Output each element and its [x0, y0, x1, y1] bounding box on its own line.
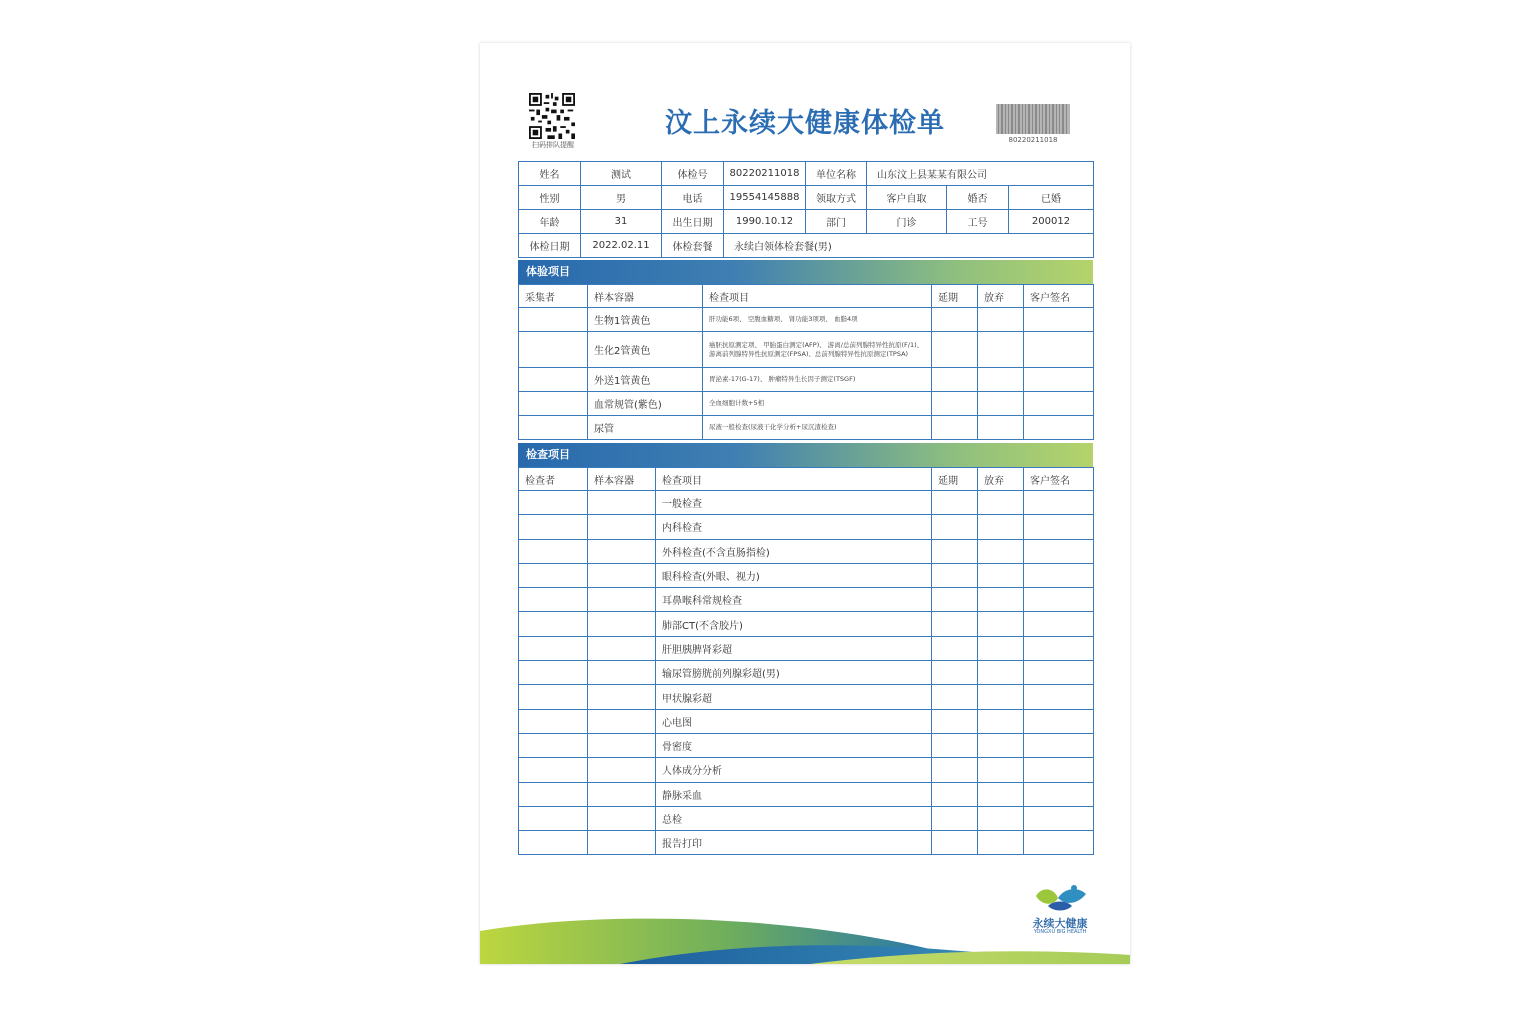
- abandon-cell[interactable]: [978, 588, 1024, 612]
- signature-cell[interactable]: [1024, 515, 1094, 539]
- marital-value: 已婚: [1009, 186, 1094, 210]
- abandon-cell[interactable]: [978, 308, 1024, 332]
- exam-item-cell: 外科检查(不含直肠指检): [656, 539, 932, 563]
- signature-cell[interactable]: [1024, 709, 1094, 733]
- container-cell: 血常规管(紫色): [588, 392, 703, 416]
- staff-no-label: 工号: [947, 210, 1009, 234]
- abandon-cell[interactable]: [978, 685, 1024, 709]
- col-header: 检查项目: [656, 468, 932, 491]
- container-cell: [588, 539, 656, 563]
- gender-label: 性别: [519, 186, 581, 210]
- signature-cell[interactable]: [1024, 308, 1094, 332]
- exam-row: [519, 782, 1094, 806]
- company-value: 山东汶上县某某有限公司: [867, 162, 1094, 186]
- container-cell: [588, 782, 656, 806]
- signature-cell[interactable]: [1024, 685, 1094, 709]
- col-header: 检查者: [519, 468, 588, 491]
- exam-item-cell: 输尿管膀胱前列腺彩超(男): [656, 661, 932, 685]
- container-cell: 外送1管黄色: [588, 368, 703, 392]
- exam-row: [519, 733, 1094, 757]
- page-title: 汶上永续大健康体检单: [665, 108, 945, 139]
- exam-no-value: 80220211018: [724, 162, 806, 186]
- col-header: 延期: [932, 468, 978, 491]
- postpone-cell[interactable]: [932, 308, 978, 332]
- postpone-cell[interactable]: [932, 392, 978, 416]
- postpone-cell[interactable]: [932, 515, 978, 539]
- signature-cell[interactable]: [1024, 661, 1094, 685]
- exam-item-cell: 骨密度: [656, 733, 932, 757]
- examiner-cell[interactable]: [519, 782, 588, 806]
- exam-item-cell: 心电图: [656, 709, 932, 733]
- dept-value: 门诊: [867, 210, 947, 234]
- signature-cell[interactable]: [1024, 491, 1094, 515]
- abandon-cell[interactable]: [978, 392, 1024, 416]
- exam-row: [519, 661, 1094, 685]
- exam-row: [519, 491, 1094, 515]
- col-header: 样本容器: [588, 468, 656, 491]
- phone-label: 电话: [662, 186, 724, 210]
- signature-cell[interactable]: [1024, 806, 1094, 830]
- examiner-cell[interactable]: [519, 636, 588, 660]
- postpone-cell[interactable]: [932, 612, 978, 636]
- exam-item-cell: 静脉采血: [656, 782, 932, 806]
- signature-cell[interactable]: [1024, 416, 1094, 440]
- container-cell: [588, 563, 656, 587]
- postpone-cell[interactable]: [932, 588, 978, 612]
- package-value: 永续白领体检套餐(男): [724, 234, 1094, 258]
- date-value: 2022.02.11: [581, 234, 662, 258]
- signature-cell[interactable]: [1024, 588, 1094, 612]
- examiner-cell[interactable]: [519, 661, 588, 685]
- signature-cell[interactable]: [1024, 612, 1094, 636]
- container-cell: 生化2管黄色: [588, 332, 703, 368]
- container-cell: 生物1管黄色: [588, 308, 703, 332]
- exam-row: [519, 709, 1094, 733]
- exam-item-cell: 人体成分分析: [656, 758, 932, 782]
- exam-row: [519, 758, 1094, 782]
- container-cell: [588, 733, 656, 757]
- abandon-cell[interactable]: [978, 563, 1024, 587]
- item-cell: 尿液一般检查(尿液干化学分析+尿沉渣检查): [703, 416, 932, 440]
- abandon-cell[interactable]: [978, 515, 1024, 539]
- collector-cell[interactable]: [519, 416, 588, 440]
- postpone-cell[interactable]: [932, 806, 978, 830]
- container-cell: [588, 709, 656, 733]
- brand-name-en: YONGXU BIG HEALTH: [1033, 929, 1087, 935]
- date-label: 体检日期: [519, 234, 581, 258]
- postpone-cell[interactable]: [932, 831, 978, 855]
- abandon-cell[interactable]: [978, 758, 1024, 782]
- examiner-cell[interactable]: [519, 491, 588, 515]
- pickup-value: 客户自取: [867, 186, 947, 210]
- exam-item-cell: 眼科检查(外眼、视力): [656, 563, 932, 587]
- company-label: 单位名称: [806, 162, 867, 186]
- exam-item-cell: 耳鼻喉科常规检查: [656, 588, 932, 612]
- age-value: 31: [581, 210, 662, 234]
- col-header: 客户签名: [1024, 468, 1094, 491]
- exam-item-cell: 肺部CT(不含胶片): [656, 612, 932, 636]
- signature-cell[interactable]: [1024, 758, 1094, 782]
- signature-cell[interactable]: [1024, 831, 1094, 855]
- item-cell: 癌胚抗原测定项、 甲胎蛋白测定(AFP)、 游离/总前列腺特异性抗原(F/1)、游离前列腺特异性抗原测定(FPSA)、总前列腺特异性抗原测定(TPSA): [703, 332, 932, 368]
- exam-item-cell: 报告打印: [656, 831, 932, 855]
- exam-row: [519, 636, 1094, 660]
- collector-cell[interactable]: [519, 392, 588, 416]
- examiner-cell[interactable]: [519, 539, 588, 563]
- container-cell: [588, 831, 656, 855]
- col-header: 放弃: [978, 468, 1024, 491]
- container-cell: [588, 588, 656, 612]
- postpone-cell[interactable]: [932, 563, 978, 587]
- examiner-cell[interactable]: [519, 733, 588, 757]
- collector-cell[interactable]: [519, 368, 588, 392]
- barcode-icon: [996, 104, 1070, 134]
- postpone-cell[interactable]: [932, 685, 978, 709]
- examiner-cell[interactable]: [519, 758, 588, 782]
- examiner-cell[interactable]: [519, 612, 588, 636]
- exam-item-cell: 一般检查: [656, 491, 932, 515]
- abandon-cell[interactable]: [978, 636, 1024, 660]
- postpone-cell[interactable]: [932, 539, 978, 563]
- dept-label: 部门: [806, 210, 867, 234]
- exam-row: [519, 515, 1094, 539]
- signature-cell[interactable]: [1024, 368, 1094, 392]
- postpone-cell[interactable]: [932, 416, 978, 440]
- exam-form-page: [480, 43, 1130, 964]
- exam-table: [518, 467, 1094, 855]
- sampling-table: [518, 284, 1094, 440]
- exam-no-label: 体检号: [662, 162, 724, 186]
- exam-row: [519, 612, 1094, 636]
- postpone-cell[interactable]: [932, 661, 978, 685]
- birth-label: 出生日期: [662, 210, 724, 234]
- examiner-cell[interactable]: [519, 831, 588, 855]
- signature-cell[interactable]: [1024, 539, 1094, 563]
- abandon-cell[interactable]: [978, 491, 1024, 515]
- container-cell: [588, 515, 656, 539]
- postpone-cell[interactable]: [932, 758, 978, 782]
- examiner-cell[interactable]: [519, 515, 588, 539]
- exam-row: [519, 806, 1094, 830]
- exam-row: [519, 539, 1094, 563]
- signature-cell[interactable]: [1024, 392, 1094, 416]
- examiner-cell[interactable]: [519, 588, 588, 612]
- examiner-cell[interactable]: [519, 685, 588, 709]
- abandon-cell[interactable]: [978, 806, 1024, 830]
- section-title-exams: 检查项目: [518, 443, 1093, 467]
- abandon-cell[interactable]: [978, 332, 1024, 368]
- staff-no-value: 200012: [1009, 210, 1094, 234]
- name-value: 测试: [581, 162, 662, 186]
- col-header: 样本容器: [588, 285, 703, 308]
- signature-cell[interactable]: [1024, 636, 1094, 660]
- qr-caption: 扫码排队提醒: [532, 141, 574, 149]
- container-cell: [588, 612, 656, 636]
- container-cell: [588, 806, 656, 830]
- name-label: 姓名: [519, 162, 581, 186]
- abandon-cell[interactable]: [978, 416, 1024, 440]
- abandon-cell[interactable]: [978, 539, 1024, 563]
- package-label: 体检套餐: [662, 234, 724, 258]
- barcode-number: 80220211018: [1008, 136, 1058, 144]
- pickup-label: 领取方式: [806, 186, 867, 210]
- container-cell: [588, 491, 656, 515]
- personal-info-table: [518, 161, 1094, 258]
- col-header: 客户签名: [1024, 285, 1094, 308]
- container-cell: [588, 685, 656, 709]
- col-header: 延期: [932, 285, 978, 308]
- birth-value: 1990.10.12: [724, 210, 806, 234]
- postpone-cell[interactable]: [932, 636, 978, 660]
- examiner-cell[interactable]: [519, 563, 588, 587]
- collector-cell[interactable]: [519, 332, 588, 368]
- abandon-cell[interactable]: [978, 368, 1024, 392]
- signature-cell[interactable]: [1024, 563, 1094, 587]
- signature-cell[interactable]: [1024, 782, 1094, 806]
- abandon-cell[interactable]: [978, 782, 1024, 806]
- age-label: 年龄: [519, 210, 581, 234]
- postpone-cell[interactable]: [932, 709, 978, 733]
- col-header: 检查项目: [703, 285, 932, 308]
- container-cell: [588, 661, 656, 685]
- brand-logo-icon: [1028, 882, 1092, 916]
- signature-cell[interactable]: [1024, 332, 1094, 368]
- exam-item-cell: 内科检查: [656, 515, 932, 539]
- exam-row: [519, 831, 1094, 855]
- gender-value: 男: [581, 186, 662, 210]
- abandon-cell[interactable]: [978, 709, 1024, 733]
- abandon-cell[interactable]: [978, 831, 1024, 855]
- signature-cell[interactable]: [1024, 733, 1094, 757]
- examiner-cell[interactable]: [519, 806, 588, 830]
- exam-row: [519, 563, 1094, 587]
- col-header: 采集者: [519, 285, 588, 308]
- collector-cell[interactable]: [519, 308, 588, 332]
- container-cell: [588, 758, 656, 782]
- item-cell: 肝功能6项、 空腹血糖项、 肾功能3项项、 血脂4项: [703, 308, 932, 332]
- postpone-cell[interactable]: [932, 491, 978, 515]
- item-cell: 胃泌素-17(G-17)、 肿瘤特异生长因子测定(TSGF): [703, 368, 932, 392]
- postpone-cell[interactable]: [932, 782, 978, 806]
- exam-row: [519, 685, 1094, 709]
- item-cell: 全血细胞计数+5相: [703, 392, 932, 416]
- exam-item-cell: 总检: [656, 806, 932, 830]
- col-header: 放弃: [978, 285, 1024, 308]
- postpone-cell[interactable]: [932, 332, 978, 368]
- qr-code-icon: [529, 93, 575, 139]
- exam-item-cell: 肝胆胰脾肾彩超: [656, 636, 932, 660]
- abandon-cell[interactable]: [978, 661, 1024, 685]
- marital-label: 婚否: [947, 186, 1009, 210]
- abandon-cell[interactable]: [978, 612, 1024, 636]
- abandon-cell[interactable]: [978, 733, 1024, 757]
- postpone-cell[interactable]: [932, 368, 978, 392]
- postpone-cell[interactable]: [932, 733, 978, 757]
- brand-name-cn: 永续大健康: [1032, 917, 1088, 930]
- phone-value: 19554145888: [724, 186, 806, 210]
- container-cell: [588, 636, 656, 660]
- exam-row: [519, 588, 1094, 612]
- container-cell: 尿管: [588, 416, 703, 440]
- section-title-sampling: 体验项目: [518, 260, 1093, 284]
- exam-item-cell: 甲状腺彩超: [656, 685, 932, 709]
- examiner-cell[interactable]: [519, 709, 588, 733]
